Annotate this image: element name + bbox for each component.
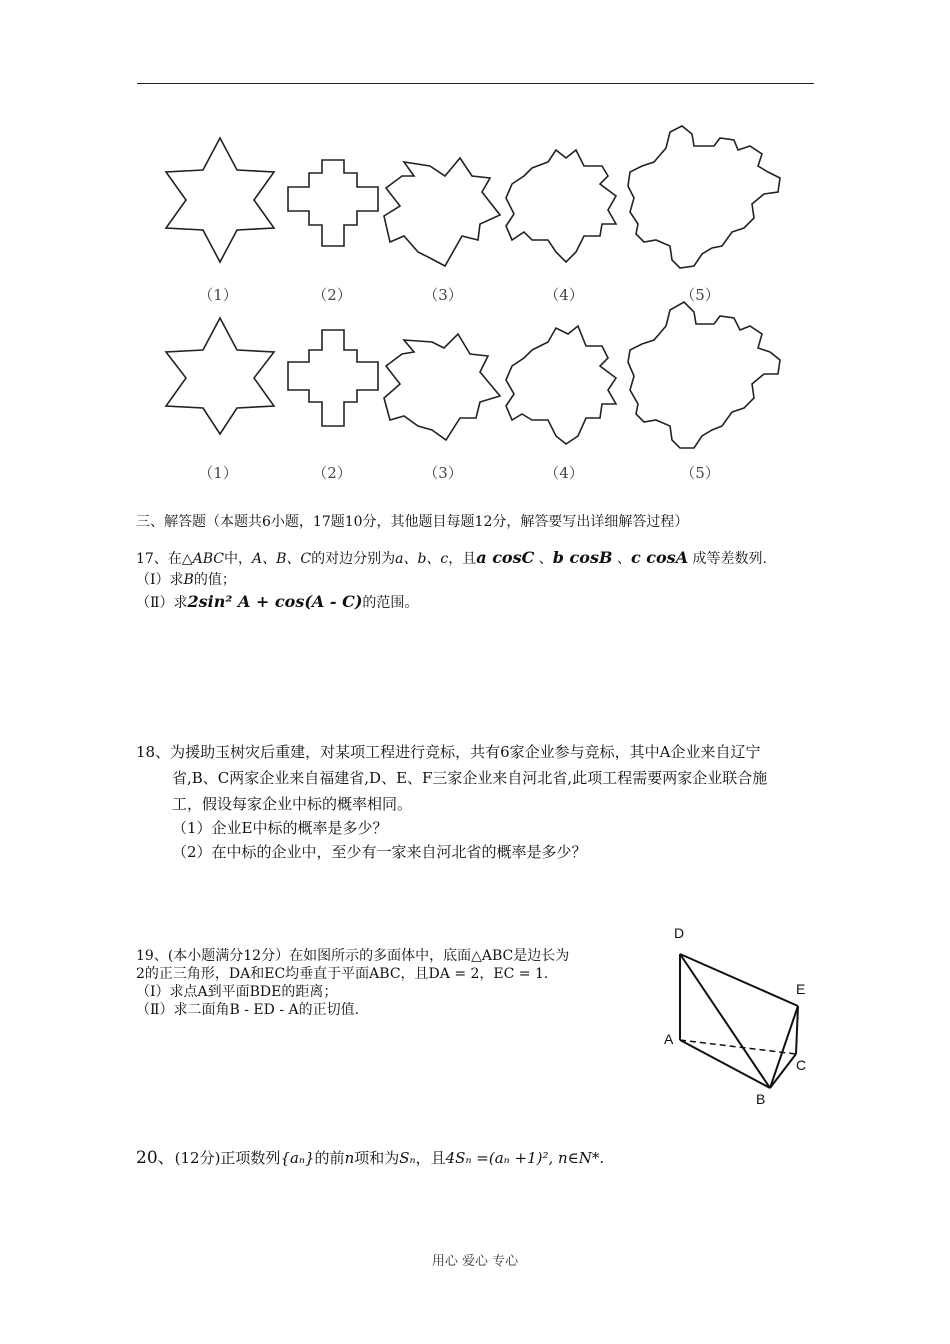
label-e: E bbox=[796, 981, 806, 997]
q17-part-1 bbox=[136, 570, 236, 590]
q17-p1-b: B bbox=[183, 572, 194, 588]
edge-eb bbox=[770, 1006, 798, 1088]
cross-figure-2 bbox=[288, 160, 378, 246]
caption-1: （1） bbox=[198, 286, 238, 304]
q20-text-a: (12分)正项数列 bbox=[174, 1149, 281, 1167]
star-figure-3 bbox=[384, 158, 500, 266]
q19-line-1: 19、(本小题满分12分）在如图所示的多面体中，底面△ABC是边长为 bbox=[136, 948, 570, 964]
label-c: C bbox=[796, 1057, 807, 1073]
q18-line-5: （2）在中标的企业中，至少有一家来自河北省的概率是多少？ bbox=[172, 843, 587, 861]
q19-line-3: （Ⅰ）求点A到平面BDE的距离； bbox=[136, 984, 338, 1000]
label-b: B bbox=[756, 1091, 766, 1107]
polyhedron-figure bbox=[662, 922, 822, 1112]
q17-p1-c: 的值； bbox=[193, 572, 236, 588]
q17-text-a: 17、在△ bbox=[136, 551, 193, 567]
q17-p2-expr: 2sin² A + cos(A - C) bbox=[187, 592, 363, 611]
q20-equation: 4Sₙ =(aₙ +1)², n∈N*. bbox=[445, 1149, 605, 1167]
label-a: A bbox=[664, 1031, 674, 1047]
caption-1b: （1） bbox=[198, 464, 238, 482]
q17-sep-1: 、 bbox=[534, 551, 553, 567]
caption-3: （3） bbox=[423, 286, 463, 304]
q20-n: n bbox=[344, 1149, 355, 1167]
q20-line bbox=[136, 1148, 604, 1168]
q20-text-b: 的前 bbox=[314, 1149, 345, 1167]
q17-stem bbox=[136, 548, 767, 569]
cross-figure-2b bbox=[288, 330, 378, 426]
q17-part-2 bbox=[136, 592, 418, 613]
hexagram-figure-1 bbox=[166, 138, 274, 262]
star-figure-3b bbox=[384, 334, 500, 440]
section-heading: 三、解答题（本题共6小题，17题10分，其他题目每题12分，解答要写出详细解答过程） bbox=[136, 514, 689, 530]
q17-expr-1: a cosC bbox=[476, 548, 535, 567]
q18-line-3: 工，假设每家企业中标的概率相同。 bbox=[172, 795, 413, 813]
caption-2b: （2） bbox=[312, 464, 352, 482]
q20-sum: Sₙ bbox=[399, 1149, 416, 1167]
q17-text-b: 中， bbox=[223, 551, 252, 567]
star-figure-4b bbox=[506, 326, 616, 444]
caption-5b: （5） bbox=[680, 464, 720, 482]
q17-text-d: 的对边分别为 bbox=[311, 551, 396, 567]
q17-p2-a: （Ⅱ）求 bbox=[136, 595, 188, 611]
q17-text-g: 成等差数列. bbox=[688, 551, 768, 567]
edge-cb bbox=[770, 1054, 796, 1088]
q18-line-4: （1）企业E中标的概率是多少？ bbox=[172, 819, 388, 837]
label-d: D bbox=[674, 925, 685, 941]
caption-5: （5） bbox=[680, 286, 720, 304]
star-figure-4 bbox=[506, 150, 616, 262]
q17-p1-a: （Ⅰ）求 bbox=[136, 572, 184, 588]
figure-sequence bbox=[0, 0, 950, 500]
q20-text-c: 项和为 bbox=[354, 1149, 400, 1167]
hexagram-figure-1b bbox=[166, 318, 274, 434]
caption-4: （4） bbox=[544, 286, 584, 304]
star-figure-5 bbox=[628, 126, 780, 268]
q17-expr-3: c cosA bbox=[630, 548, 689, 567]
edge-ab bbox=[680, 1040, 770, 1088]
q20-number: 20、 bbox=[136, 1148, 175, 1168]
q17-abc: ABC bbox=[192, 551, 224, 567]
caption-3b: （3） bbox=[423, 464, 463, 482]
q18-line-2: 省,B、C两家企业来自福建省,D、E、F三家企业来自河北省,此项工程需要两家企业联合施 bbox=[172, 769, 768, 787]
q17-text-f: ，且 bbox=[448, 551, 477, 567]
caption-2: （2） bbox=[312, 286, 352, 304]
q19-line-2: 2的正三角形，DA和EC均垂直于平面ABC，且DA = 2，EC = 1. bbox=[136, 966, 549, 982]
q17-p2-b: 的范围。 bbox=[362, 595, 419, 611]
q20-sequence: {aₙ} bbox=[280, 1149, 315, 1167]
q19-line-4: （Ⅱ）求二面角B - ED - A的正切值. bbox=[136, 1002, 360, 1018]
q17-expr-2: b cosB bbox=[552, 548, 613, 567]
q17-vertices: A、B、C bbox=[251, 551, 312, 567]
q18-line-1: 18、为援助玉树灾后重建，对某项工程进行竞标，共有6家企业参与竞标，其中A企业来自辽宁 bbox=[136, 743, 761, 761]
caption-4b: （4） bbox=[544, 464, 584, 482]
page-footer: 用心 爱心 专心 bbox=[431, 1254, 519, 1269]
q20-text-d: ，且 bbox=[415, 1149, 446, 1167]
star-figure-5b bbox=[628, 302, 780, 448]
q17-sides: a、b、c bbox=[395, 551, 449, 567]
q17-sep-2: 、 bbox=[612, 551, 631, 567]
